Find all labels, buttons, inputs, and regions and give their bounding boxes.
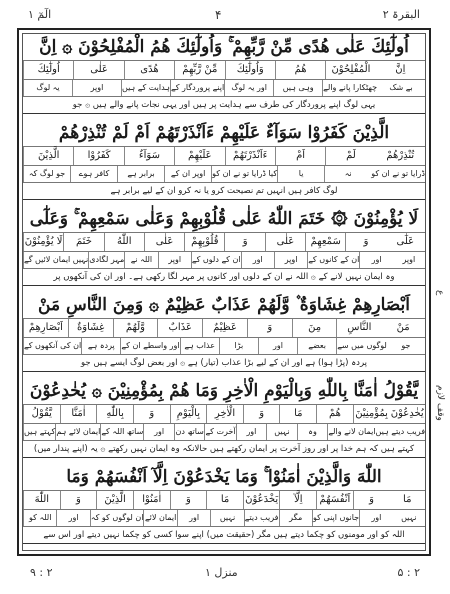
arabic-verse-line: اللّٰهَ وَالَّذِيْنَ اٰمَنُوْا ۚ وَمَا يَخْدَعُوْنَ اِلَّآ اَنْفُسَهُمْ وَمَا bbox=[66, 467, 382, 487]
arabic-word-cell: اِنَّ bbox=[395, 64, 406, 75]
urdu-meaning-cell: اوپر bbox=[72, 80, 121, 96]
urdu-meaning-cell: ایمان لائے bbox=[143, 510, 176, 526]
word-meaning-row bbox=[23, 251, 425, 268]
arabic-word-cell: اللّٰهَ bbox=[23, 491, 60, 509]
urdu-meaning-cell: لوگوں میں سے bbox=[336, 338, 387, 354]
arabic-word-cell: مِنَ bbox=[292, 319, 337, 337]
urdu-meaning-cell: ہدایت کے ہیں bbox=[121, 80, 170, 96]
urdu-meaning-cell: اوپر bbox=[402, 255, 416, 264]
urdu-translation-line: اللہ کو اور مومنوں کو چکما دیتے ہیں مگر (حقیقت میں) اپنے سوا کسی کو چکما نہیں دیتے اور اس سے bbox=[23, 526, 425, 544]
urdu-translation-line: لوگ کافر ہیں انہیں تم نصیحت کرو یا نہ کرو ان کے لیے برابر ہے bbox=[23, 182, 425, 200]
arabic-word-cell: وَّلَهُمْ bbox=[113, 319, 158, 337]
arabic-word-cell: اٰمَنَّا bbox=[60, 405, 97, 423]
verse-block bbox=[23, 120, 425, 206]
word-row bbox=[23, 146, 425, 165]
urdu-meaning-cell: ساتھ اللہ کے bbox=[100, 424, 143, 440]
urdu-meaning-cell: ان کی آنکھوں کے bbox=[23, 338, 81, 354]
word-row bbox=[23, 318, 425, 337]
urdu-meaning-cell: نہیں bbox=[401, 513, 417, 522]
urdu-meaning-cell: ڈرایا تو نے ان کو bbox=[371, 169, 425, 178]
arabic-verse-line: يَّقُوْلُ اٰمَنَّا بِاللّٰهِ وَبِالْيَوْمِ الْاٰخِرِ وَمَا هُمْ بِمُؤْمِنِيْنَ ۞ يُخٰدِعُوْنَ bbox=[29, 381, 419, 401]
urdu-meaning-cell: ایمان لائے ہم bbox=[55, 424, 100, 440]
arabic-word-cell: اللّٰهُ bbox=[104, 233, 144, 251]
urdu-meaning-cell: کہتے ہیں bbox=[23, 424, 55, 440]
arabic-word-cell: اُولٰٓئِكَ bbox=[23, 61, 73, 79]
urdu-meaning-cell: اور bbox=[177, 510, 210, 526]
urdu-meaning-cell: اور bbox=[359, 510, 392, 526]
arabic-word-cell: هُمُ bbox=[275, 61, 325, 79]
ruku-marker: ع bbox=[435, 290, 445, 296]
verse-block bbox=[23, 464, 425, 550]
arabic-verse-line: الَّذِيْنَ كَفَرُوْا سَوَآءٌ عَلَيْهِمْ ءَاَنْذَرْتَهُمْ اَمْ لَمْ تُنْذِرْهُمْ bbox=[58, 123, 390, 143]
arabic-word-cell: وَ bbox=[247, 319, 292, 337]
urdu-meaning-cell: اوپر bbox=[158, 252, 191, 268]
arabic-word-cell: يُخٰدِعُوْنَ bbox=[390, 408, 424, 419]
word-row bbox=[23, 232, 425, 251]
urdu-translation-line: یہی لوگ اپنے پروردگار کی طرف سے ہدایت پر ہیں اور یہی نجات پانے والے ہیں ۞ جو bbox=[23, 96, 425, 114]
urdu-translation-line: کہتے ہیں کہ ہم خدا پر اور روز آخرت پر ایمان رکھتے ہیں حالانکہ وہ ایمان نہیں رکھتے ۞ یہ (اپنے پندار میں) bbox=[23, 440, 425, 458]
para-name: الٓمٓ ۱ bbox=[28, 8, 52, 21]
arabic-word-cell: اٰمَنُوْا bbox=[133, 491, 170, 509]
verse-block bbox=[23, 34, 425, 120]
arabic-word-cell: الَّذِيْنَ bbox=[23, 147, 73, 165]
arabic-word-cell: لَا يُؤْمِنُوْنَ bbox=[23, 233, 63, 251]
arabic-word-cell: اِلَّآ bbox=[279, 491, 316, 509]
arabic-word-cell: وَ bbox=[60, 491, 97, 509]
arabic-word-cell: وَ bbox=[170, 491, 207, 509]
arabic-word-cell: اَمْ bbox=[275, 147, 325, 165]
arabic-word-cell: عَلٰى bbox=[265, 233, 305, 251]
urdu-meaning-cell: اور واسطے ان کے bbox=[120, 338, 179, 354]
verse-block bbox=[23, 378, 425, 464]
urdu-meaning-cell: ان کے کانوں کے bbox=[307, 252, 359, 268]
urdu-meaning-cell: وہ bbox=[297, 424, 328, 440]
urdu-meaning-cell: فریب دیتے bbox=[244, 510, 279, 526]
arabic-word-cell: خَتَمَ bbox=[63, 233, 103, 251]
footer-left-ref: ۹ : ۲ bbox=[30, 566, 53, 579]
surah-name: البقرۃ ۲ bbox=[382, 8, 420, 21]
urdu-meaning-cell: اور bbox=[56, 510, 89, 526]
arabic-word-cell: مَنْ bbox=[396, 322, 410, 333]
urdu-meaning-cell: اپنے پروردگار کے bbox=[170, 80, 224, 96]
urdu-meaning-cell: بے شک bbox=[389, 83, 413, 92]
arabic-word-cell: وَ bbox=[224, 233, 264, 251]
urdu-translation-line: وہ ایمان نہیں لانے کے ۞ اللہ نے ان کے دلوں اور کانوں پر مہر لگا رکھی ہے۔ اور ان کی آنکھوں پر bbox=[23, 268, 425, 286]
arabic-word-cell: لَمْ bbox=[325, 147, 375, 165]
urdu-meaning-cell: اوپر ان کے bbox=[164, 166, 211, 182]
arabic-word-cell: مِّنْ رَّبِّهِمْ bbox=[174, 61, 224, 79]
arabic-word-cell: الْاٰخِرِ bbox=[206, 405, 243, 423]
urdu-meaning-cell: اور bbox=[241, 252, 274, 268]
urdu-meaning-cell: اور bbox=[236, 424, 267, 440]
arabic-word-cell: يَخْدَعُوْنَ bbox=[243, 491, 280, 509]
arabic-word-cell: عَلٰٓى bbox=[396, 236, 415, 247]
urdu-meaning-cell: یہ لوگ bbox=[23, 80, 72, 96]
urdu-meaning-cell: اللہ نے bbox=[124, 252, 157, 268]
urdu-meaning-cell: اور bbox=[359, 252, 392, 268]
urdu-meaning-cell: نہ bbox=[324, 166, 371, 182]
arabic-word-cell: سَمْعِهِمْ bbox=[305, 233, 345, 251]
urdu-meaning-cell: مگر bbox=[279, 510, 312, 526]
urdu-meaning-cell: پردہ ہے bbox=[81, 338, 120, 354]
arabic-word-cell: اَنْفُسَهُمْ bbox=[316, 491, 353, 509]
arabic-word-cell: تُنْذِرْهُمْ bbox=[386, 150, 415, 161]
arabic-word-cell: بِمُؤْمِنِيْنَ bbox=[353, 405, 390, 423]
arabic-word-cell: كَفَرُوْا bbox=[73, 147, 123, 165]
arabic-word-cell: عَذَابٌ bbox=[157, 319, 202, 337]
arabic-word-cell: الْمُفْلِحُوْنَ bbox=[325, 61, 375, 79]
arabic-word-cell: وَ bbox=[353, 491, 390, 509]
arabic-word-cell: النَّاسِ bbox=[336, 319, 381, 337]
arabic-word-cell: وَ bbox=[133, 405, 170, 423]
urdu-meaning-cell: اور bbox=[258, 338, 297, 354]
urdu-meaning-cell: اور bbox=[143, 424, 174, 440]
urdu-meaning-cell: جانوں اپنی کو bbox=[312, 510, 359, 526]
waqf-marker: وقف لازم bbox=[435, 385, 445, 421]
word-meaning-row bbox=[23, 423, 425, 440]
arabic-word-cell: عَلَيْهِمْ bbox=[174, 147, 224, 165]
urdu-meaning-cell: ایمان لانے والے bbox=[327, 424, 375, 440]
arabic-word-cell: يَّقُوْلُ bbox=[23, 405, 60, 423]
arabic-word-cell: مَا bbox=[279, 405, 316, 423]
word-row bbox=[23, 404, 425, 423]
word-row bbox=[23, 60, 425, 79]
urdu-meaning-cell: بڑا bbox=[219, 338, 258, 354]
arabic-verse-line: اَبْصَارِهِمْ غِشَاوَةٌ ۫ وَّلَهُمْ عَذَابٌ عَظِيْمٌ ۞ وَمِنَ النَّاسِ مَنْ bbox=[38, 295, 410, 315]
urdu-translation-line: پردہ (پڑا ہوا) ہے اور ان کے لیے بڑا عذاب (تیار) ہے ۞ اور بعض لوگ ایسے ہیں جو bbox=[23, 354, 425, 372]
arabic-word-cell: مَا bbox=[403, 494, 412, 505]
arabic-word-cell: بِاللّٰهِ bbox=[96, 405, 133, 423]
urdu-meaning-cell: ان لوگوں کو کہ bbox=[90, 510, 144, 526]
verse-block bbox=[23, 206, 425, 292]
urdu-meaning-cell: عذاب ہے bbox=[180, 338, 219, 354]
urdu-meaning-cell: نہیں bbox=[210, 510, 243, 526]
urdu-meaning-cell: اور یہ لوگ bbox=[224, 80, 273, 96]
footer-right-ref: ۵ : ۲ bbox=[397, 566, 420, 579]
urdu-meaning-cell: اوپر bbox=[274, 252, 307, 268]
arabic-word-cell: وَ bbox=[345, 233, 385, 251]
word-meaning-row bbox=[23, 165, 425, 182]
arabic-word-cell: قُلُوْبِهِمْ bbox=[184, 233, 224, 251]
urdu-meaning-cell: جو لوگ کہ bbox=[23, 166, 70, 182]
arabic-word-cell: هُمْ bbox=[316, 405, 353, 423]
urdu-meaning-cell: ان کے دلوں کے bbox=[191, 252, 241, 268]
arabic-verse-line: لَا يُؤْمِنُوْنَ ۞ خَتَمَ اللّٰهُ عَلٰى قُلُوْبِهِمْ وَعَلٰى سَمْعِهِمْ ۚ وَعَلٰٓى bbox=[29, 209, 419, 229]
urdu-meaning-cell: برابر ہے bbox=[117, 166, 164, 182]
urdu-meaning-cell: چھٹکارا پانے والے bbox=[322, 80, 377, 96]
urdu-meaning-cell: آخرت کے bbox=[204, 424, 235, 440]
urdu-meaning-cell: بعضے bbox=[297, 338, 336, 354]
arabic-word-cell: عَلٰى bbox=[73, 61, 123, 79]
arabic-word-cell: اَبْصَارِهِمْ bbox=[23, 319, 68, 337]
verse-block bbox=[23, 292, 425, 378]
word-row bbox=[23, 490, 425, 509]
urdu-meaning-cell: نہیں ایمان لائیں گے bbox=[23, 252, 88, 268]
arabic-word-cell: سَوَآءٌ bbox=[124, 147, 174, 165]
arabic-verse-line: اُولٰٓئِكَ عَلٰى هُدًى مِّنْ رَّبِّهِمْ ۚ وَاُولٰٓئِكَ هُمُ الْمُفْلِحُوْنَ ۞ اِنَّ bbox=[39, 37, 409, 57]
urdu-meaning-cell: فریب دیتے ہیں bbox=[375, 427, 426, 436]
manzil-label: منزل ۱ bbox=[205, 566, 238, 579]
urdu-meaning-cell: وہی ہیں bbox=[273, 80, 322, 96]
page-header bbox=[0, 0, 450, 30]
arabic-word-cell: هُدًى bbox=[124, 61, 174, 79]
arabic-word-cell: وَ bbox=[243, 405, 280, 423]
arabic-word-cell: الَّذِيْنَ bbox=[96, 491, 133, 509]
word-meaning-row bbox=[23, 79, 425, 96]
urdu-meaning-cell: نہیں bbox=[266, 424, 297, 440]
arabic-word-cell: وَاُولٰٓئِكَ bbox=[225, 61, 275, 79]
arabic-word-cell: عَظِيْمٌ bbox=[202, 319, 247, 337]
word-meaning-row bbox=[23, 337, 425, 354]
urdu-meaning-cell: اللہ کو bbox=[23, 510, 56, 526]
urdu-meaning-cell: کیا ڈرایا تو نے ان کو bbox=[211, 166, 277, 182]
urdu-meaning-cell: جو bbox=[401, 341, 411, 350]
arabic-word-cell: مَا bbox=[206, 491, 243, 509]
arabic-word-cell: غِشَاوَةٌ bbox=[68, 319, 113, 337]
page-frame bbox=[17, 28, 431, 556]
content-area bbox=[22, 33, 426, 551]
urdu-meaning-cell: ساتھ دن bbox=[174, 424, 205, 440]
word-meaning-row bbox=[23, 509, 425, 526]
urdu-meaning-cell: مہر لگادی bbox=[88, 252, 124, 268]
arabic-word-cell: عَلٰى bbox=[144, 233, 184, 251]
urdu-meaning-cell: کافر ہوے bbox=[70, 166, 117, 182]
arabic-word-cell: بِالْيَوْمِ bbox=[170, 405, 207, 423]
urdu-meaning-cell: یا bbox=[277, 166, 324, 182]
page-number: ۴ bbox=[215, 8, 222, 22]
arabic-word-cell: ءَاَنْذَرْتَهُمْ bbox=[225, 147, 275, 165]
